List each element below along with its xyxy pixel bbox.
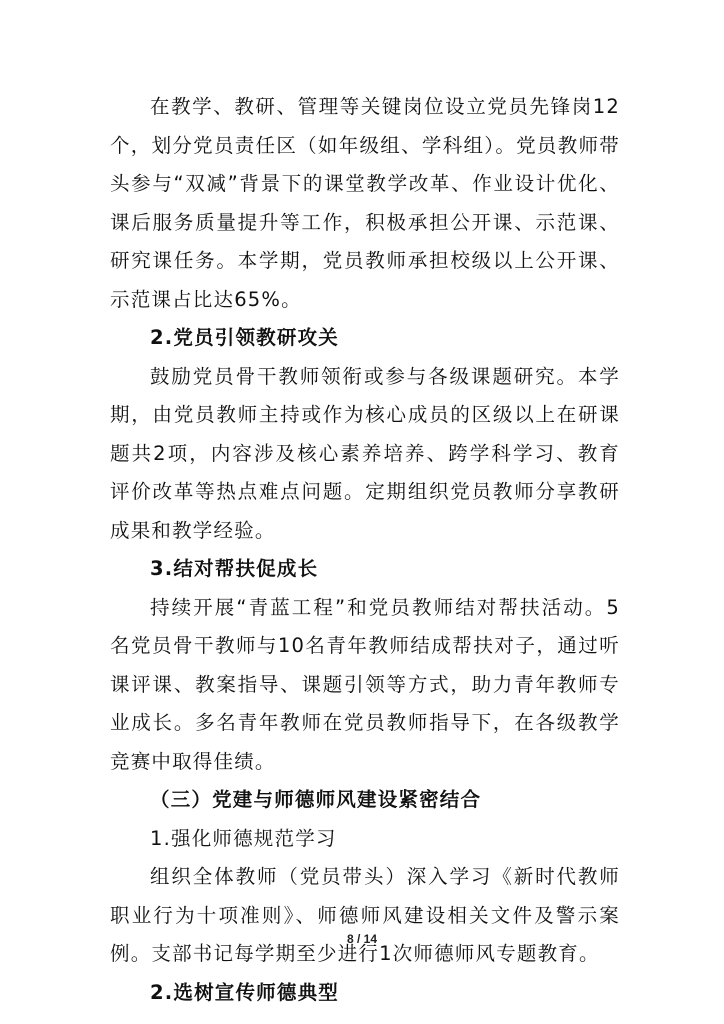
section-heading-ethics: （三）党建与师德师风建设紧密结合 — [150, 788, 482, 811]
paragraph-mentoring: 持续开展“青蓝工程”和党员教师结对帮扶活动。5名党员骨干教师与10名青年教师结成帮扶对子，通过听课评课、教案指导、课题引领等方式，助力青年教师专业成长。多名青年教师在党员教师指导下，在各级教学竞赛中取得佳绩。 — [110, 595, 620, 773]
paragraph-pioneer-posts: 在教学、教研、管理等关键岗位设立党员先锋岗12个，划分党员责任区（如年级组、学科组）。党员教师带头参与“双减”背景下的课堂教学改革、作业设计优化、课后服务质量提升等工作，积极承担公开课、示范课、研究课任务。本学期，党员教师承担校级以上公开课、示范课占比达65%。 — [110, 95, 620, 311]
heading-mentoring: 3.结对帮扶促成长 — [150, 557, 319, 580]
paragraph-research: 鼓励党员骨干教师领衔或参与各级课题研究。本学期，由党员教师主持或作为核心成员的区级以上在研课题共2项，内容涉及核心素养培养、跨学科学习、教育评价改革等热点难点问题。定期组织党员教师分享教研成果和教学经验。 — [110, 364, 620, 542]
heading-role-models: 2.选树宣传师德典型 — [150, 980, 339, 1004]
document-body — [110, 88, 620, 1012]
heading-ethics-study: 1.强化师德规范学习 — [150, 826, 337, 850]
page-number: 8 / 14 — [346, 932, 378, 946]
paragraph-ethics-study: 组织全体教师（党员带头）深入学习《新时代教师职业行为十项准则》、师德师风建设相关文件及警示案例。支部书记每学期至少进行1次师德师风专题教育。 — [110, 865, 620, 965]
heading-research-lead: 2.党员引领教研攻关 — [150, 326, 339, 349]
